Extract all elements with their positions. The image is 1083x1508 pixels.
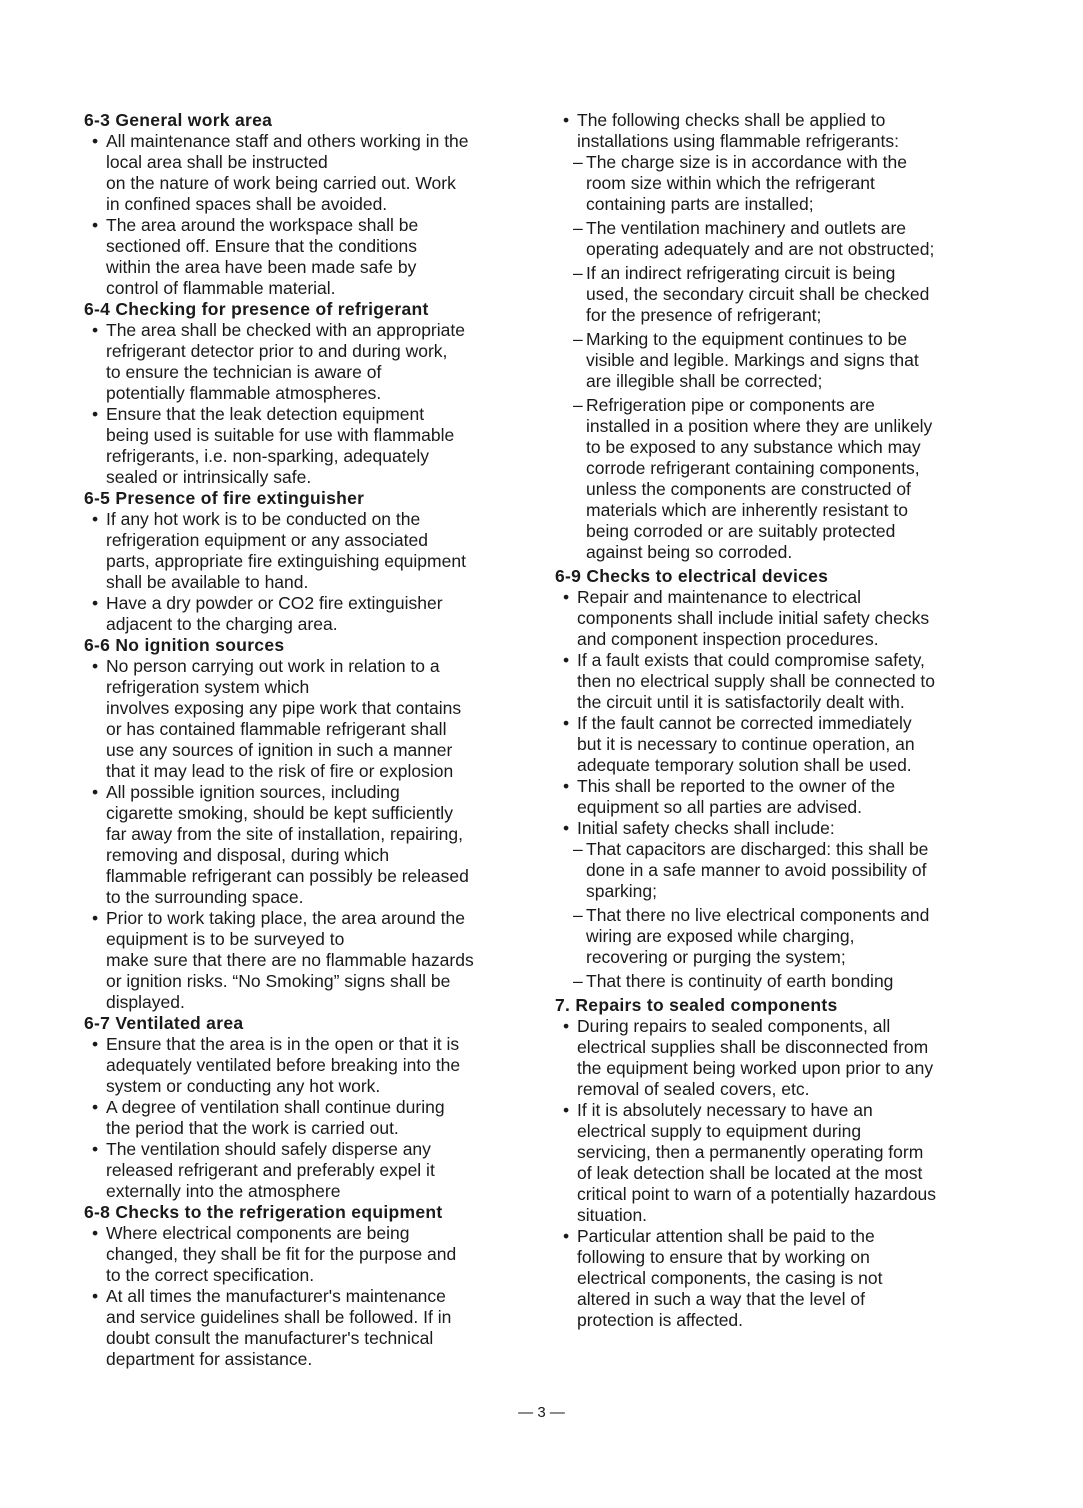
bullet-marker: • (92, 404, 99, 424)
text-line: Ensure that the leak detection equipment (106, 404, 425, 424)
text-line: on the nature of work being carried out. Work (106, 173, 456, 193)
text-line: externally into the atmosphere (106, 1181, 341, 1201)
dash-marker: – (573, 839, 583, 859)
dash-marker: – (573, 329, 583, 349)
text-line: recovering or purging the system; (586, 947, 846, 967)
dash-marker: – (573, 263, 583, 283)
bullet-marker: • (563, 776, 570, 796)
text-line: Have a dry powder or CO2 fire extinguisher (106, 593, 443, 613)
right-column (555, 110, 1025, 1331)
text-line: servicing, then a permanently operating form (577, 1142, 924, 1162)
text-line: removing and disposal, during which (106, 845, 390, 865)
bullet-item (84, 1286, 544, 1370)
bullet-item (84, 1223, 544, 1286)
bullet-marker: • (563, 713, 570, 733)
text-line: sealed or intrinsically safe. (106, 467, 312, 487)
left-column (84, 110, 544, 1370)
text-line: shall be available to hand. (106, 572, 309, 592)
bullet-marker: • (563, 1226, 570, 1246)
text-line: to ensure the technician is aware of (106, 362, 382, 382)
bullet-item (84, 215, 544, 299)
text-line: The ventilation should safely disperse any (106, 1139, 431, 1159)
bullet-item (84, 908, 544, 1013)
text-line: visible and legible. Markings and signs that (586, 350, 919, 370)
page-number: — 3 — (518, 1404, 565, 1421)
sub-item (555, 263, 1025, 326)
text-line: within the area have been made safe by (106, 257, 417, 277)
text-line: released refrigerant and preferably expel it (106, 1160, 435, 1180)
text-line: The following checks shall be applied to (577, 110, 886, 130)
dash-marker: – (573, 971, 583, 991)
text-line: The charge size is in accordance with the (586, 152, 907, 172)
text-line: adjacent to the charging area. (106, 614, 338, 634)
text-line: use any sources of ignition in such a manner (106, 740, 453, 760)
text-line: electrical supplies shall be disconnected from (577, 1037, 929, 1057)
text-line: altered in such a way that the level of (577, 1289, 865, 1309)
text-line: critical point to warn of a potentially hazardous (577, 1184, 936, 1204)
text-line: but it is necessary to continue operation, an (577, 734, 915, 754)
bullet-marker: • (92, 1286, 99, 1306)
bullet-item (84, 1139, 544, 1202)
text-line: potentially flammable atmospheres. (106, 383, 382, 403)
text-line: adequate temporary solution shall be used. (577, 755, 912, 775)
text-line: If any hot work is to be conducted on the (106, 509, 421, 529)
text-line: used, the secondary circuit shall be checked (586, 284, 930, 304)
sub-item (555, 839, 1025, 902)
text-line: of leak detection shall be located at the most (577, 1163, 923, 1183)
bullet-item (84, 320, 544, 404)
bullet-marker: • (563, 650, 570, 670)
text-line: A degree of ventilation shall continue during (106, 1097, 445, 1117)
text-line: installed in a position where they are unlikely (586, 416, 933, 436)
text-line: cigarette smoking, should be kept sufficiently (106, 803, 453, 823)
dash-marker: – (573, 152, 583, 172)
bullet-item (555, 713, 1025, 776)
bullet-item (84, 593, 544, 635)
text-line: to the correct specification. (106, 1265, 315, 1285)
bullet-marker: • (563, 1100, 570, 1120)
bullet-item (84, 1097, 544, 1139)
section-heading: 6-6 No ignition sources (84, 635, 285, 655)
bullet-marker: • (563, 818, 570, 838)
sub-item (555, 152, 1025, 215)
text-line: The area shall be checked with an appropriate (106, 320, 465, 340)
text-line: Refrigeration pipe or components are (586, 395, 875, 415)
bullet-item (84, 782, 544, 908)
bullet-marker: • (563, 1016, 570, 1036)
bullet-item (555, 650, 1025, 713)
text-line: Where electrical components are being (106, 1223, 410, 1243)
text-line: Prior to work taking place, the area around the (106, 908, 465, 928)
section-heading: 6-9 Checks to electrical devices (555, 566, 829, 586)
text-line: Repair and maintenance to electrical (577, 587, 862, 607)
text-line: containing parts are installed; (586, 194, 814, 214)
sub-item (555, 218, 1025, 260)
bullet-item (84, 131, 544, 215)
section-heading: 6-4 Checking for presence of refrigerant (84, 299, 429, 319)
text-line: refrigeration equipment or any associated (106, 530, 428, 550)
bullet-marker: • (92, 1034, 99, 1054)
text-line: If it is absolutely necessary to have an (577, 1100, 873, 1120)
bullet-marker: • (92, 509, 99, 529)
text-line: If an indirect refrigerating circuit is being (586, 263, 896, 283)
section-heading: 6-3 General work area (84, 110, 273, 130)
text-line: changed, they shall be fit for the purpose and (106, 1244, 457, 1264)
text-line: and component inspection procedures. (577, 629, 879, 649)
section-heading: 6-8 Checks to the refrigeration equipment (84, 1202, 443, 1222)
text-line: That there is continuity of earth bonding (586, 971, 894, 991)
bullet-item (555, 587, 1025, 650)
bullet-item (84, 656, 544, 782)
text-line: protection is affected. (577, 1310, 744, 1330)
text-line: At all times the manufacturer's maintenance (106, 1286, 446, 1306)
text-line: wiring are exposed while charging, (586, 926, 855, 946)
text-line: or has contained flammable refrigerant shall (106, 719, 447, 739)
bullet-item (555, 1100, 1025, 1226)
text-line: removal of sealed covers, etc. (577, 1079, 810, 1099)
sub-item (555, 395, 1025, 563)
text-line: done in a safe manner to avoid possibility of (586, 860, 927, 880)
text-line: operating adequately and are not obstructed; (586, 239, 935, 259)
text-line: against being so corroded. (586, 542, 793, 562)
text-line: to be exposed to any substance which may (586, 437, 921, 457)
bullet-marker: • (92, 320, 99, 340)
text-line: electrical supply to equipment during (577, 1121, 862, 1141)
bullet-item (555, 110, 1025, 152)
text-line: displayed. (106, 992, 185, 1012)
text-line: All maintenance staff and others working in the (106, 131, 469, 151)
text-line: doubt consult the manufacturer's technical (106, 1328, 434, 1348)
bullet-marker: • (92, 1097, 99, 1117)
bullet-marker: • (92, 1223, 99, 1243)
text-line: far away from the site of installation, repairing, (106, 824, 463, 844)
text-line: in confined spaces shall be avoided. (106, 194, 388, 214)
text-line: to the surrounding space. (106, 887, 304, 907)
bullet-marker: • (92, 656, 99, 676)
text-line: control of flammable material. (106, 278, 336, 298)
text-line: then no electrical supply shall be connected to (577, 671, 936, 691)
text-line: refrigerant detector prior to and during work, (106, 341, 448, 361)
text-line: room size within which the refrigerant (586, 173, 875, 193)
text-line: system or conducting any hot work. (106, 1076, 381, 1096)
text-line: and service guidelines shall be followed. If in (106, 1307, 452, 1327)
bullet-marker: • (92, 131, 99, 151)
bullet-marker: • (92, 215, 99, 235)
text-line: or ignition risks. “No Smoking” signs shall be (106, 971, 451, 991)
text-line: The area around the workspace shall be (106, 215, 419, 235)
bullet-item (555, 818, 1025, 839)
text-line: being corroded or are suitably protected (586, 521, 896, 541)
text-line: That capacitors are discharged: this shall be (586, 839, 929, 859)
text-line: The ventilation machinery and outlets are (586, 218, 907, 238)
sub-item (555, 905, 1025, 968)
text-line: That there no live electrical components and (586, 905, 930, 925)
sub-item (555, 971, 1025, 992)
text-line: During repairs to sealed components, all (577, 1016, 891, 1036)
dash-marker: – (573, 395, 583, 415)
bullet-marker: • (563, 110, 570, 130)
bullet-item (555, 1016, 1025, 1100)
section-heading: 6-7 Ventilated area (84, 1013, 244, 1033)
text-line: following to ensure that by working on (577, 1247, 870, 1267)
dash-marker: – (573, 218, 583, 238)
text-line: situation. (577, 1205, 648, 1225)
text-line: being used is suitable for use with flammable (106, 425, 455, 445)
section-heading: 6-5 Presence of fire extinguisher (84, 488, 365, 508)
text-line: Ensure that the area is in the open or that it is (106, 1034, 460, 1054)
text-line: the period that the work is carried out. (106, 1118, 399, 1138)
sub-item (555, 329, 1025, 392)
bullet-marker: • (92, 908, 99, 928)
text-line: that it may lead to the risk of fire or explosion (106, 761, 454, 781)
text-line: unless the components are constructed of (586, 479, 911, 499)
text-line: refrigeration system which (106, 677, 310, 697)
bullet-marker: • (92, 593, 99, 613)
bullet-item (84, 404, 544, 488)
text-line: equipment is to be surveyed to (106, 929, 345, 949)
text-line: local area shall be instructed (106, 152, 328, 172)
bullet-item (555, 776, 1025, 818)
text-line: department for assistance. (106, 1349, 313, 1369)
text-line: electrical components, the casing is not (577, 1268, 883, 1288)
text-line: sparking; (586, 881, 658, 901)
section-heading: 7. Repairs to sealed components (555, 995, 838, 1015)
text-line: All possible ignition sources, including (106, 782, 400, 802)
text-line: Initial safety checks shall include: (577, 818, 835, 838)
text-line: flammable refrigerant can possibly be released (106, 866, 469, 886)
text-line: parts, appropriate fire extinguishing equipment (106, 551, 466, 571)
text-line: If a fault exists that could compromise safety, (577, 650, 925, 670)
text-line: sectioned off. Ensure that the conditions (106, 236, 417, 256)
text-line: are illegible shall be corrected; (586, 371, 823, 391)
text-line: Particular attention shall be paid to the (577, 1226, 875, 1246)
text-line: corrode refrigerant containing components, (586, 458, 920, 478)
text-line: the circuit until it is satisfactorily dealt with. (577, 692, 905, 712)
dash-marker: – (573, 905, 583, 925)
text-line: components shall include initial safety checks (577, 608, 930, 628)
bullet-item (555, 1226, 1025, 1331)
bullet-item (84, 1034, 544, 1097)
bullet-item (84, 509, 544, 593)
text-line: refrigerants, i.e. non-sparking, adequately (106, 446, 429, 466)
bullet-marker: • (92, 1139, 99, 1159)
text-line: installations using flammable refrigerants: (577, 131, 899, 151)
text-line: adequately ventilated before breaking into the (106, 1055, 461, 1075)
text-line: This shall be reported to the owner of the (577, 776, 896, 796)
text-line: Marking to the equipment continues to be (586, 329, 908, 349)
text-line: the equipment being worked upon prior to any (577, 1058, 934, 1078)
bullet-marker: • (92, 782, 99, 802)
text-line: No person carrying out work in relation to a (106, 656, 440, 676)
text-line: materials which are inherently resistant to (586, 500, 908, 520)
text-line: equipment so all parties are advised. (577, 797, 863, 817)
text-line: for the presence of refrigerant; (586, 305, 822, 325)
text-line: make sure that there are no flammable hazards (106, 950, 474, 970)
text-line: If the fault cannot be corrected immediately (577, 713, 912, 733)
bullet-marker: • (563, 587, 570, 607)
text-line: involves exposing any pipe work that contains (106, 698, 462, 718)
